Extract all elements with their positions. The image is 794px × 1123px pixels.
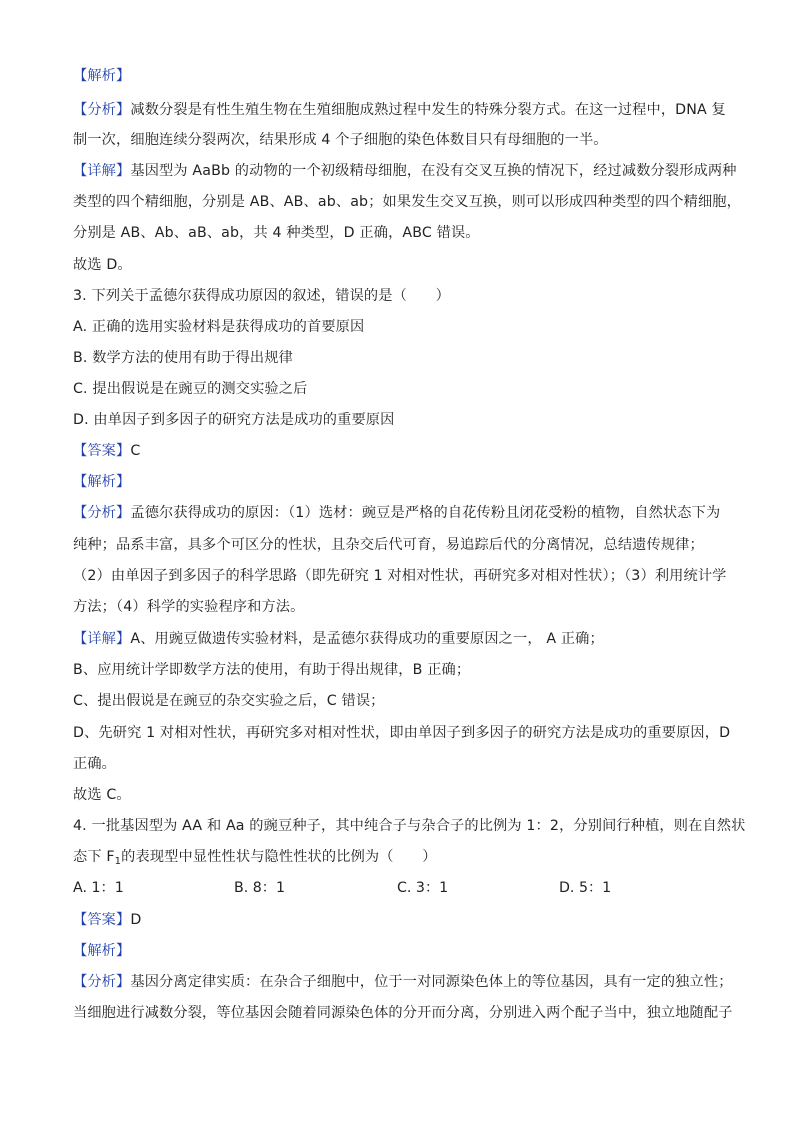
tag-jiexi: 【解析】: [73, 68, 131, 84]
question-3-option-b: B. 数学方法的使用有助于得出规律: [73, 350, 293, 366]
analysis-line: [73, 101, 726, 119]
analysis-line: [73, 973, 733, 991]
question-4-stem: 4. 一批基因型为 AA 和 Aa 的豌豆种子，其中纯合子与杂合子的比例为 1：2，分别间行种植，则在自然状: [73, 818, 746, 834]
detail-text: 分别是 AB、Ab、aB、ab，共 4 种类型，D 正确，ABC 错误。: [73, 225, 480, 241]
detail-text: C、提出假说是在豌豆的杂交实验之后，C 错误；: [73, 693, 385, 709]
detail-line: [73, 224, 723, 242]
analysis-line: [73, 504, 723, 522]
detail-line: [73, 193, 741, 211]
analysis-text: 制一次，细胞连续分裂两次，结果形成 4 个子细胞的染色体数目只有母细胞的一半。: [73, 132, 608, 148]
tag-fenxi: 【分析】: [73, 974, 131, 990]
tag-jiexi: 【解析】: [73, 943, 131, 959]
analysis-line: [73, 567, 727, 585]
detail-text: A、用豌豆做遗传实验材料，是孟德尔获得成功的重要原因之一， A 正确；: [130, 631, 604, 647]
question-3-option-a: A. 正确的选用实验材料是获得成功的首要原因: [73, 319, 365, 335]
question-4-option-c: C. 3：1: [397, 880, 449, 896]
analysis-text: 孟德尔获得成功的原因：（1）选材：豌豆是严格的自花传粉且闭花受粉的植物，自然状态下为: [130, 505, 721, 521]
question-4-option-a: A. 1：1: [73, 880, 124, 896]
detail-line: [73, 724, 731, 742]
analysis-text: 基因分离定律实质：在杂合子细胞中，位于一对同源染色体上的等位基因，具有一定的独立性；: [130, 974, 733, 990]
question-3-answer: [73, 442, 723, 460]
subscript: 1: [114, 856, 122, 867]
tag-xiangjie: 【详解】: [73, 163, 131, 179]
analysis-line: [73, 131, 723, 149]
solution-heading: [73, 942, 723, 960]
tag-fenxi: 【分析】: [73, 505, 131, 521]
question-3-stem: 3. 下列关于孟德尔获得成功原因的叙述，错误的是（ ）: [73, 288, 450, 304]
analysis-text: 当细胞进行减数分裂，等位基因会随着同源染色体的分开而分离，分别进入两个配子当中，独立地随配子: [73, 1005, 733, 1021]
analysis-text: 减数分裂是有性生殖生物在生殖细胞成熟过程中发生的特殊分裂方式。在这一过程中，DNA 复: [130, 102, 726, 118]
detail-line: [73, 755, 723, 773]
detail-line: [73, 162, 737, 180]
analysis-line: [73, 536, 723, 554]
analysis-line: [73, 598, 723, 616]
answer-value: D: [130, 912, 142, 928]
tag-daan: 【答案】: [73, 912, 131, 928]
solution-heading: [73, 67, 723, 85]
detail-text: D、先研究 1 对相对性状，再研究多对相对性状，即由单因子到多因子的研究方法是成功的重要原因，D: [73, 725, 731, 741]
question-4-option-b: B. 8：1: [234, 880, 285, 896]
solution-heading: [73, 473, 723, 491]
answer-value: C: [130, 443, 141, 459]
analysis-text: 方法；（4）科学的实验程序和方法。: [73, 599, 305, 615]
question-4-answer: [73, 911, 723, 929]
analysis-text: （2）由单因子到多因子的科学思路（即先研究 1 对相对性状，再研究多对相对性状）；（3）利用统计学: [73, 568, 727, 584]
tag-xiangjie: 【详解】: [73, 631, 131, 647]
question-3-option-c: C. 提出假说是在豌豆的测交实验之后: [73, 381, 308, 397]
question-3-option-d: D. 由单因子到多因子的研究方法是成功的重要原因: [73, 412, 395, 428]
conclusion-text: 故选 D。: [73, 257, 132, 273]
detail-text: B、应用统计学即数学方法的使用，有助于得出规律，B 正确；: [73, 662, 471, 678]
conclusion-line: [73, 786, 723, 804]
question-4-option-d: D. 5：1: [559, 880, 612, 896]
tag-jiexi: 【解析】: [73, 474, 131, 490]
analysis-text: 纯种；品系丰富，具多个可区分的性状，且杂交后代可育，易追踪后代的分离情况，总结遗传规律；: [73, 537, 704, 553]
conclusion-text: 故选 C。: [73, 787, 131, 803]
conclusion-line: [73, 256, 723, 274]
detail-line: [73, 661, 723, 679]
detail-text: 基因型为 AaBb 的动物的一个初级精母细胞，在没有交叉互换的情况下，经过减数分裂形成两种: [130, 163, 737, 179]
question-4-stem-cont: 态下 $F_1$的表现型中显性性状与隐性性状的比例为（ ）: [73, 849, 437, 867]
tag-daan: 【答案】: [73, 443, 131, 459]
detail-text: 类型的四个精细胞，分别是 AB、AB、ab、ab；如果发生交叉互换，则可以形成四种类型的四个精细胞，: [73, 194, 741, 210]
analysis-line: [73, 1004, 733, 1022]
tag-fenxi: 【分析】: [73, 102, 131, 118]
detail-line: [73, 692, 723, 710]
detail-line: [73, 630, 723, 648]
detail-text: 正确。: [73, 756, 117, 772]
